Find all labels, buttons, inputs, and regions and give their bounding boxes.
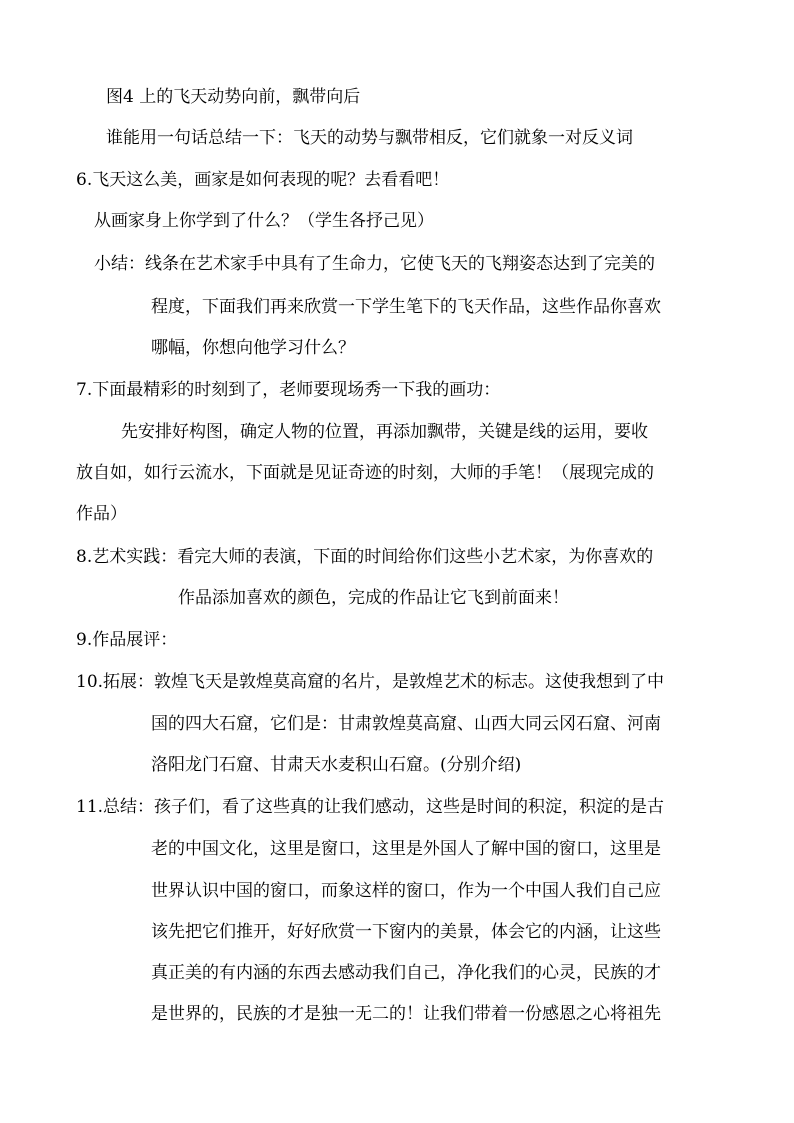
text-line: 11.总结：孩子们，看了这些真的让我们感动，这些是时间的积淀，积淀的是古 bbox=[76, 797, 665, 817]
text-line: 国的四大石窟，它们是：甘肃敦煌莫高窟、山西大同云冈石窟、河南 bbox=[151, 714, 661, 734]
text-line: 作品） bbox=[76, 504, 127, 524]
text-line: 放自如，如行云流水，下面就是见证奇迹的时刻，大师的手笔！（展现完成的 bbox=[76, 463, 654, 483]
text-line: 从画家身上你学到了什么？（学生各抒己见） bbox=[94, 211, 434, 231]
text-line: 7.下面最精彩的时刻到了，老师要现场秀一下我的画功： bbox=[76, 380, 501, 400]
text-line: 图4 上的飞天动势向前，飘带向后 bbox=[106, 87, 361, 107]
text-line: 是世界的，民族的才是独一无二的！让我们带着一份感恩之心将祖先 bbox=[151, 1004, 661, 1024]
text-line: 谁能用一句话总结一下：飞天的动势与飘带相反，它们就象一对反义词 bbox=[106, 128, 633, 148]
text-line: 真正美的有内涵的东西去感动我们自己，净化我们的心灵，民族的才 bbox=[151, 963, 661, 983]
text-line: 该先把它们推开，好好欣赏一下窗内的美景，体会它的内涵，让这些 bbox=[151, 922, 661, 942]
text-line: 老的中国文化，这里是窗口，这里是外国人了解中国的窗口，这里是 bbox=[151, 839, 661, 859]
text-line: 10.拓展：敦煌飞天是敦煌莫高窟的名片，是敦煌艺术的标志。这使我想到了中 bbox=[76, 672, 665, 692]
text-line: 作品添加喜欢的颜色，完成的作品让它飞到前面来！ bbox=[178, 588, 569, 608]
text-line: 程度，下面我们再来欣赏一下学生笔下的飞天作品，这些作品你喜欢 bbox=[151, 297, 661, 317]
text-line: 先安排好构图，确定人物的位置，再添加飘带，关键是线的运用，要收 bbox=[121, 422, 648, 442]
text-line: 洛阳龙门石窟、甘肃天水麦积山石窟。(分别介绍) bbox=[151, 755, 522, 775]
text-line: 9.作品展评： bbox=[76, 630, 178, 650]
text-line: 8.艺术实践：看完大师的表演，下面的时间给你们这些小艺术家，为你喜欢的 bbox=[76, 547, 654, 567]
text-line: 6.飞天这么美，画家是如何表现的呢？去看看吧！ bbox=[76, 170, 450, 190]
text-line: 哪幅，你想向他学习什么？ bbox=[151, 338, 355, 358]
text-line: 世界认识中国的窗口，而象这样的窗口，作为一个中国人我们自己应 bbox=[151, 881, 661, 901]
text-line: 小结：线条在艺术家手中具有了生命力，它使飞天的飞翔姿态达到了完美的 bbox=[94, 254, 655, 274]
